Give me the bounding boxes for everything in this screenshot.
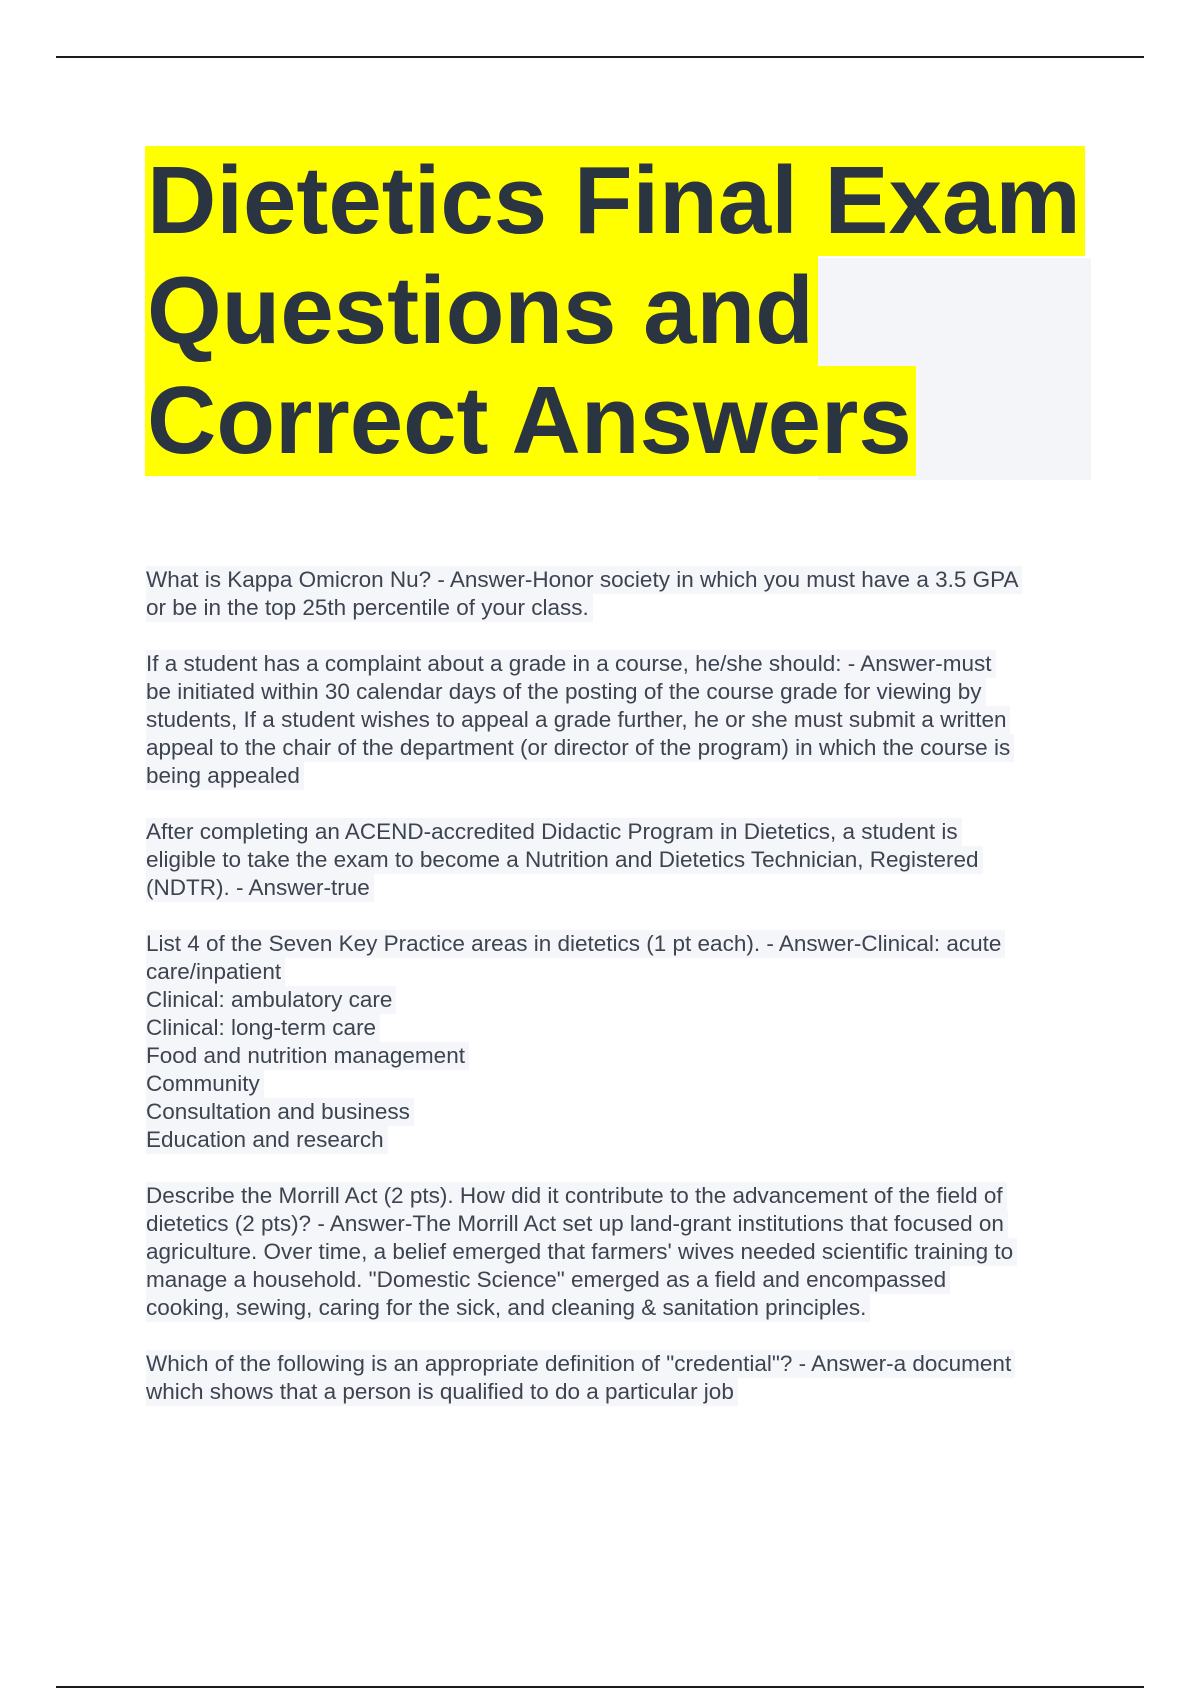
qa-item: [146, 930, 1086, 1154]
top-rule: [56, 56, 1144, 58]
qa-line: agriculture. Over time, a belief emerged that farmers' wives needed scientific training to: [146, 1238, 1017, 1266]
qa-line: What is Kappa Omicron Nu? - Answer-Honor society in which you must have a 3.5 GPA: [146, 566, 1022, 594]
qa-line: care/inpatient: [146, 958, 285, 986]
bottom-rule: [56, 1686, 1144, 1688]
qa-line: If a student has a complaint about a grade in a course, he/she should: - Answer-must: [146, 650, 996, 678]
qa-line: List 4 of the Seven Key Practice areas in dietetics (1 pt each). - Answer-Clinical: acute: [146, 930, 1005, 958]
qa-item: [146, 1182, 1086, 1322]
qa-item: [146, 650, 1086, 790]
qa-line: appeal to the chair of the department (or director of the program) in which the course is: [146, 734, 1014, 762]
title-line-3: Correct Answers: [145, 366, 916, 476]
qa-item: [146, 818, 1086, 902]
title-line-2: Questions and: [145, 256, 818, 366]
qa-line: (NDTR). - Answer-true: [146, 874, 374, 902]
qa-line: Clinical: ambulatory care: [146, 986, 396, 1014]
qa-list: [146, 566, 1086, 1434]
qa-item: [146, 566, 1086, 622]
qa-line: After completing an ACEND-accredited Didactic Program in Dietetics, a student is: [146, 818, 962, 846]
qa-line: Which of the following is an appropriate definition of "credential"? - Answer-a document: [146, 1350, 1015, 1378]
qa-line: Community: [146, 1070, 264, 1098]
qa-line: manage a household. "Domestic Science" emerged as a field and encompassed: [146, 1266, 950, 1294]
document-title: [145, 146, 1095, 476]
qa-line: which shows that a person is qualified to do a particular job: [146, 1378, 738, 1406]
qa-line: Describe the Morrill Act (2 pts). How did it contribute to the advancement of the field of: [146, 1182, 1007, 1210]
qa-line: be initiated within 30 calendar days of the posting of the course grade for viewing by: [146, 678, 986, 706]
qa-line: Education and research: [146, 1126, 388, 1154]
qa-line: eligible to take the exam to become a Nutrition and Dietetics Technician, Registered: [146, 846, 983, 874]
qa-line: or be in the top 25th percentile of your class.: [146, 594, 593, 622]
qa-line: being appealed: [146, 762, 304, 790]
qa-line: dietetics (2 pts)? - Answer-The Morrill Act set up land-grant institutions that focused on: [146, 1210, 1008, 1238]
qa-line: Clinical: long-term care: [146, 1014, 380, 1042]
qa-line: Food and nutrition management: [146, 1042, 469, 1070]
qa-line: students, If a student wishes to appeal a grade further, he or she must submit a written: [146, 706, 1010, 734]
title-line-1: Dietetics Final Exam: [145, 146, 1085, 256]
qa-item: [146, 1350, 1086, 1406]
qa-line: Consultation and business: [146, 1098, 414, 1126]
qa-line: cooking, sewing, caring for the sick, and cleaning & sanitation principles.: [146, 1294, 870, 1322]
